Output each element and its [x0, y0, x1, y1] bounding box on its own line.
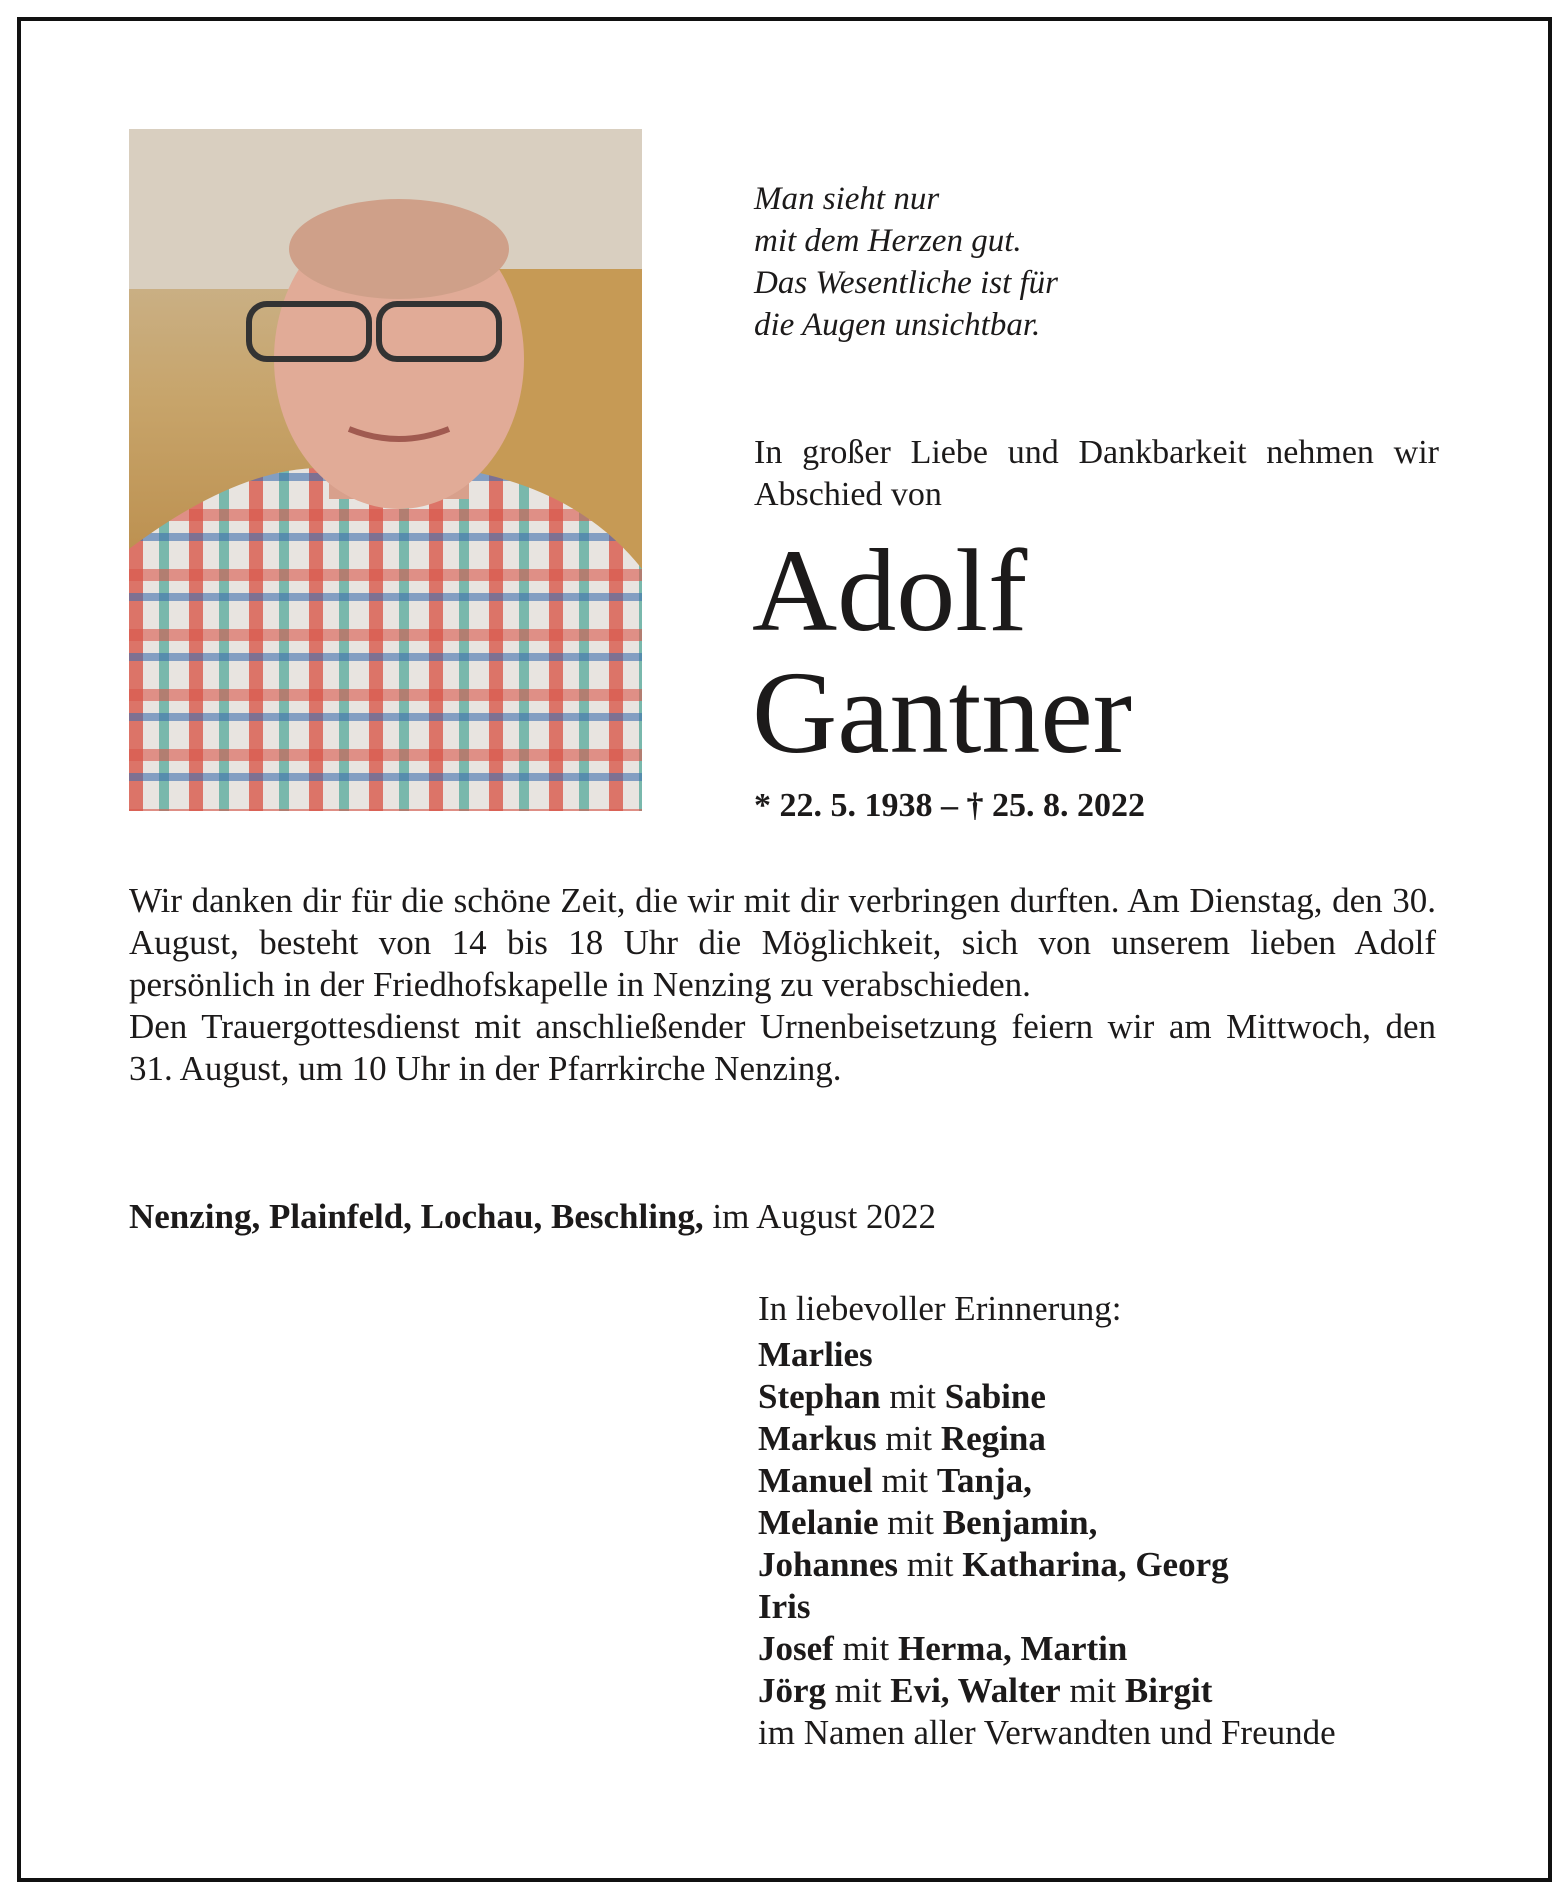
mourner-name: Sabine — [944, 1377, 1046, 1416]
connector-text: mit — [880, 1377, 945, 1416]
intro-text: In großer Liebe und Dankbarkeit nehmen wir Abschied von — [754, 434, 1439, 513]
mourner-name: Benjamin, — [942, 1503, 1098, 1542]
body-paragraph: Wir danken dir für die schöne Zeit, die wir mit dir verbringen durften. Am Dienstag, den 30. August, besteht von 14 bis 18 Uhr die Möglichkeit, sich von unserem lieben Adolf persönlich in der Friedhofskapelle in Nenzing zu verabschieden. — [129, 881, 1436, 1004]
deceased-name — [752, 525, 1133, 778]
body-text — [129, 880, 1436, 1090]
month-year: im August 2022 — [703, 1197, 937, 1236]
mourner-name: Markus — [758, 1419, 877, 1458]
mourner-name: Katharina, Georg — [962, 1545, 1229, 1584]
mourner-name: Evi, Walter — [890, 1671, 1061, 1710]
connector-text: mit — [878, 1503, 943, 1542]
mourner-name: Josef — [758, 1629, 834, 1668]
mourner-name: Manuel — [758, 1461, 873, 1500]
connector-text: mit — [872, 1461, 937, 1500]
connector-text: im Namen aller Verwandten und Freunde — [758, 1713, 1336, 1752]
quote-line: die Augen unsichtbar. — [754, 307, 1041, 343]
connector-text: mit — [826, 1671, 891, 1710]
places: Nenzing, Plainfeld, Lochau, Beschling, — [129, 1197, 704, 1236]
quote-line: Das Wesentliche ist für — [754, 265, 1059, 301]
mourner-line — [758, 1460, 1336, 1502]
quote — [754, 178, 1058, 346]
connector-text: mit — [1060, 1671, 1125, 1710]
mourner-line — [758, 1628, 1336, 1670]
first-name: Adolf — [752, 525, 1028, 656]
mourner-line — [758, 1418, 1336, 1460]
body-paragraph: Den Trauergottesdienst mit anschließender Urnenbeisetzung feiern wir am Mittwoch, den 31. August, um 10 Uhr in der Pfarrkirche Nenzing. — [129, 1007, 1436, 1088]
mourner-name: Stephan — [758, 1377, 881, 1416]
quote-line: Man sieht nur — [754, 181, 940, 217]
mourner-name: Melanie — [758, 1503, 879, 1542]
mourner-line — [758, 1712, 1336, 1754]
mourner-line — [758, 1376, 1336, 1418]
mourner-name: Herma, Martin — [898, 1629, 1128, 1668]
remembrance-heading: In liebevoller Erinnerung: — [758, 1289, 1122, 1328]
mourners-list — [758, 1334, 1336, 1754]
mourner-line — [758, 1586, 1336, 1628]
mourner-name: Marlies — [758, 1335, 873, 1374]
life-dates: * 22. 5. 1938 – † 25. 8. 2022 — [754, 787, 1145, 824]
mourner-name: Tanja, — [936, 1461, 1032, 1500]
mourner-line — [758, 1544, 1336, 1586]
remembrance — [758, 1288, 1336, 1754]
mourner-name: Regina — [940, 1419, 1046, 1458]
mourner-name: Jörg — [758, 1671, 827, 1710]
mourner-line — [758, 1670, 1336, 1712]
mourner-name: Iris — [758, 1587, 811, 1626]
last-name: Gantner — [752, 647, 1133, 778]
mourner-line — [758, 1502, 1336, 1544]
connector-text: mit — [898, 1545, 963, 1584]
quote-line: mit dem Herzen gut. — [754, 223, 1022, 259]
portrait-photo — [129, 129, 642, 811]
connector-text: mit — [833, 1629, 898, 1668]
mourner-name: Johannes — [758, 1545, 899, 1584]
places-date — [129, 1196, 936, 1238]
connector-text: mit — [876, 1419, 941, 1458]
mourner-name: Birgit — [1124, 1671, 1213, 1710]
mourner-line — [758, 1334, 1336, 1376]
